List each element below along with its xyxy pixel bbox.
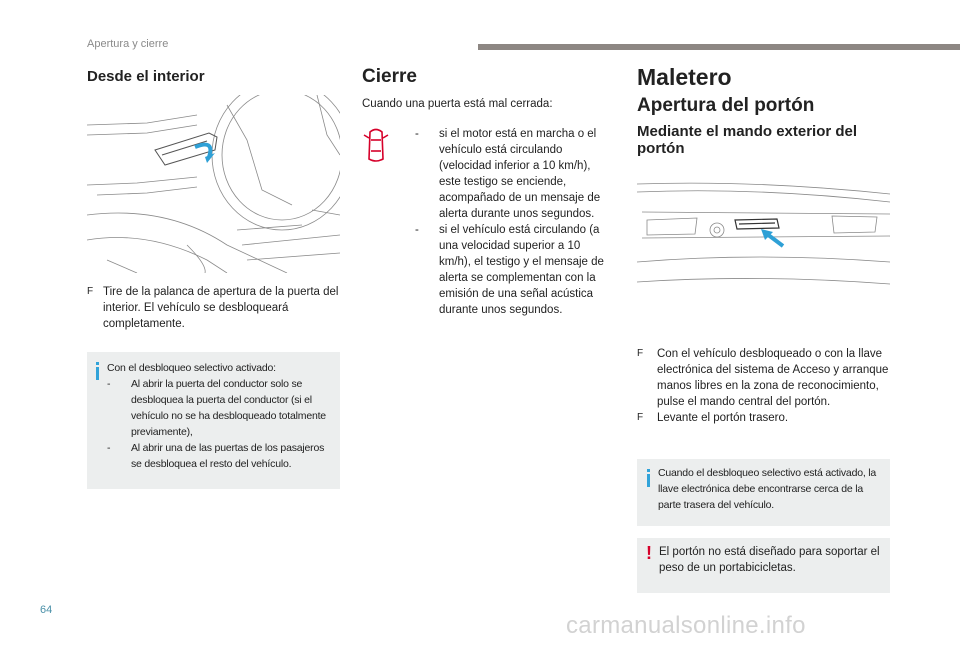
maletero-title: Maletero (637, 64, 732, 90)
cierre-title: Cierre (362, 66, 417, 87)
list-item: - si el vehículo está circulando (a una velocidad superior a 10 km/h), el testigo y el mensaje de alerta se complementan con la emisión de una señal acústica durante unos segundos. (415, 224, 604, 316)
instruction-1: F Con el vehículo desbloqueado o con la llave electrónica del sistema de Acceso y arranque manos libres en la zona de reconocimiento, pulse el mando central del portón. (637, 348, 889, 408)
warning-icon: ! (646, 543, 652, 563)
list-item: - Al abrir la puerta del conductor solo se desbloquea la puerta del conductor (si el vehículo no se ha desbloqueado totalmente previamente), (107, 378, 326, 438)
desde-interior-title: Desde el interior (87, 68, 205, 85)
mando-exterior-title: Mediante el mando exterior del portón (637, 123, 858, 157)
info-box-tailgate (637, 459, 890, 526)
tailgate-drawing (637, 172, 890, 337)
page-number: 64 (40, 604, 53, 616)
tailgate-illustration (637, 172, 890, 337)
instruction-bullet: F (87, 286, 94, 297)
instruction-interior (87, 284, 340, 332)
info-text: Cuando el desbloqueo selectivo está activado, la llave electrónica debe encontrarse cerca de la parte trasera del vehículo. (658, 467, 877, 511)
instruction-2: F Levante el portón trasero. (637, 412, 789, 424)
watermark: carmanualsonline.info (566, 612, 806, 639)
cierre-list (415, 126, 615, 318)
info-icon (96, 362, 99, 365)
warning-box-tailgate (637, 538, 890, 593)
info-icon (647, 469, 650, 472)
door-open-warning-icon (362, 126, 390, 166)
cierre-intro: Cuando una puerta está mal cerrada: (362, 98, 553, 110)
instruction-text: Tire de la palanca de apertura de la puerta del interior. El vehículo se desbloqueará completamente. (103, 286, 339, 330)
section-label: Apertura y cierre (87, 38, 169, 50)
tailgate-instructions (637, 346, 890, 426)
apertura-porton-title: Apertura del portón (637, 95, 815, 116)
list-item: - si el motor está en marcha o el vehículo está circulando (velocidad inferior a 10 km/h), este testigo se enciende, acompañado de un mensaje de alerta durante unos segundos. (415, 128, 601, 220)
header-bar (478, 44, 960, 50)
interior-door-illustration (87, 95, 340, 273)
info-box-selective-unlock (87, 352, 340, 489)
list-item: - Al abrir una de las puertas de los pasajeros se desbloquea el resto del vehículo. (107, 442, 325, 470)
warning-text: El portón no está diseñado para soportar el peso de un portabicicletas. (659, 546, 880, 574)
button-arrow (767, 234, 783, 246)
interior-door-drawing (87, 95, 340, 273)
info-list (107, 376, 337, 472)
info-intro: Con el desbloqueo selectivo activado: (107, 362, 276, 374)
